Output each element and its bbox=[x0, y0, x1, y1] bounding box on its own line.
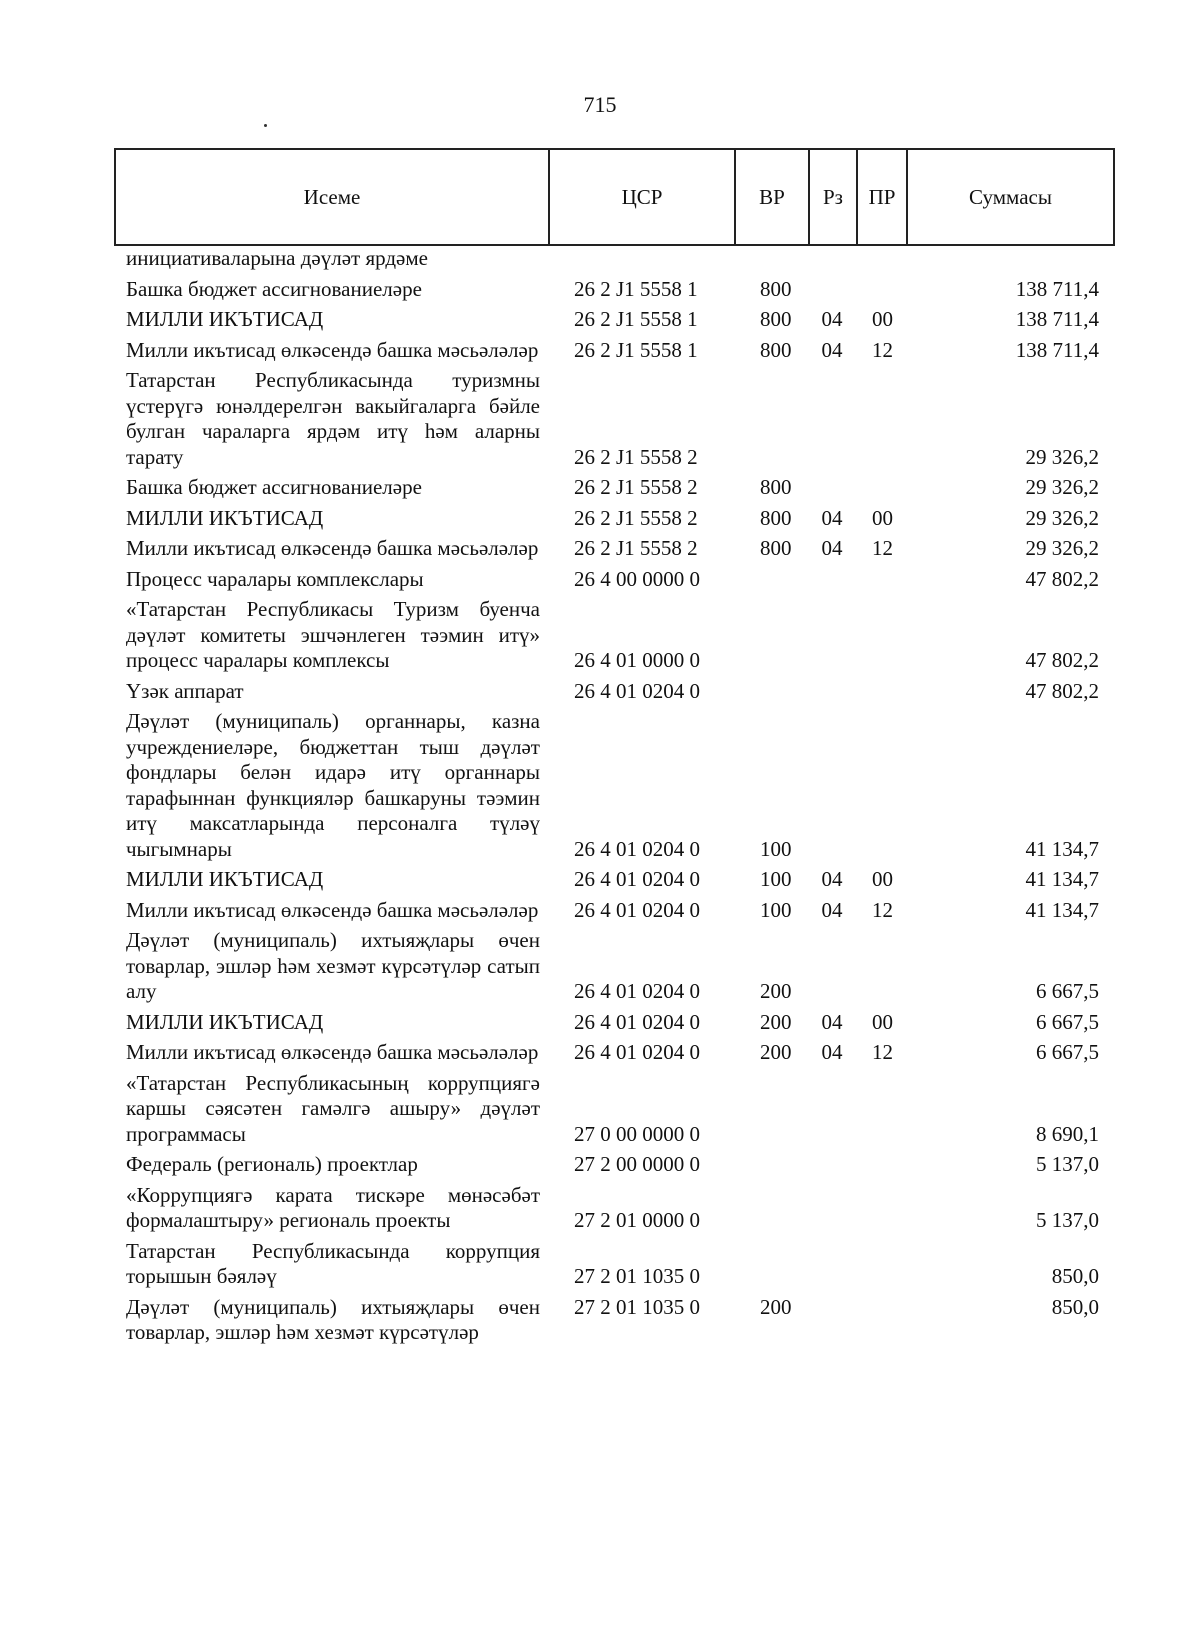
cell-rz: 04 bbox=[821, 1009, 843, 1034]
cell-vr: 200 bbox=[760, 1040, 792, 1064]
cell-vr: 800 bbox=[760, 337, 792, 362]
cell-sum: 5 137,0 bbox=[1036, 1208, 1099, 1232]
budget-table bbox=[114, 246, 1113, 1349]
table-row bbox=[114, 896, 1113, 927]
cell-sum: 41 134,7 bbox=[1025, 897, 1099, 922]
cell-rz bbox=[808, 707, 856, 865]
cell-sum: 850,0 bbox=[1051, 1294, 1099, 1319]
cell-csr: 27 0 00 0000 0 bbox=[574, 1121, 700, 1146]
table-row bbox=[114, 504, 1113, 535]
cell-vr: 200 bbox=[760, 1009, 792, 1034]
cell-pr bbox=[856, 926, 906, 1008]
cell-pr bbox=[856, 677, 906, 708]
cell-pr bbox=[856, 707, 906, 865]
cell-vr: 800 bbox=[760, 307, 792, 331]
cell-pr bbox=[856, 246, 906, 275]
table-row bbox=[114, 366, 1113, 473]
cell-csr bbox=[548, 246, 734, 275]
table-row bbox=[114, 246, 1113, 275]
cell-csr: 27 2 00 0000 0 bbox=[574, 1152, 700, 1176]
cell-vr: 200 bbox=[760, 979, 792, 1003]
cell-rz bbox=[808, 926, 856, 1008]
table-row bbox=[114, 595, 1113, 677]
cell-rz bbox=[808, 1181, 856, 1237]
cell-rz bbox=[808, 246, 856, 275]
cell-csr: 26 2 J1 5558 1 bbox=[574, 337, 698, 362]
cell-name: МИЛЛИ ИКЪТИСАД bbox=[126, 505, 324, 530]
cell-name: Дәүләт (муниципаль) ихтыяҗлары өчен товарлар, эшләр һәм хезмәт күрсәтүләр bbox=[126, 1294, 540, 1344]
cell-name: Милли икътисад өлкәсендә башка мәсьәләләр bbox=[126, 897, 539, 922]
cell-vr bbox=[734, 366, 808, 473]
cell-name: МИЛЛИ ИКЪТИСАД bbox=[126, 867, 324, 891]
cell-sum: 47 802,2 bbox=[1025, 566, 1099, 591]
cell-csr: 26 2 J1 5558 2 bbox=[574, 444, 698, 469]
cell-vr: 200 bbox=[760, 1294, 792, 1319]
cell-vr: 100 bbox=[760, 897, 792, 922]
cell-csr: 26 4 01 0204 0 bbox=[574, 1040, 700, 1064]
cell-rz bbox=[808, 275, 856, 306]
cell-sum: 138 711,4 bbox=[1015, 276, 1099, 301]
cell-name: Процесс чаралары комплекслары bbox=[126, 566, 424, 591]
cell-pr: 00 bbox=[872, 307, 893, 331]
cell-pr: 12 bbox=[872, 897, 893, 922]
cell-vr: 800 bbox=[760, 536, 792, 560]
cell-sum: 6 667,5 bbox=[1036, 1009, 1099, 1034]
header-name: Исеме bbox=[115, 149, 549, 245]
cell-sum: 29 326,2 bbox=[1025, 505, 1099, 530]
cell-rz bbox=[808, 366, 856, 473]
table-row bbox=[114, 305, 1113, 336]
cell-pr: 12 bbox=[872, 536, 893, 560]
page-number: 715 bbox=[583, 92, 617, 117]
header-rz: Рз bbox=[809, 149, 857, 245]
cell-name: «Коррупциягә карата тискәре мөнәсәбәт формалаштыру» региональ проекты bbox=[126, 1182, 540, 1232]
cell-sum: 6 667,5 bbox=[1036, 979, 1099, 1003]
table-row bbox=[114, 1237, 1113, 1293]
cell-name: Милли икътисад өлкәсендә башка мәсьәләләр bbox=[126, 1040, 539, 1064]
cell-csr: 26 4 01 0204 0 bbox=[574, 897, 700, 922]
cell-rz bbox=[808, 1150, 856, 1181]
cell-name: Дәүләт (муниципаль) органнары, казна учреждениеләре, бюджеттан тыш дәүләт фондлары белән идарә итү органнары тарафыннан функцияләр башкаруны тәэмин итү максатларында персоналга түләү чыгымнары bbox=[126, 709, 540, 861]
cell-vr bbox=[734, 1181, 808, 1237]
cell-sum: 138 711,4 bbox=[1015, 307, 1099, 331]
cell-sum: 6 667,5 bbox=[1036, 1040, 1099, 1064]
header-vr: ВР bbox=[735, 149, 809, 245]
scan-speck bbox=[264, 124, 267, 127]
cell-rz bbox=[808, 1237, 856, 1293]
cell-name: МИЛЛИ ИКЪТИСАД bbox=[126, 1009, 324, 1034]
cell-name: Башка бюджет ассигнованиеләре bbox=[126, 475, 422, 499]
cell-name: Башка бюджет ассигнованиеләре bbox=[126, 276, 422, 301]
cell-sum: 29 326,2 bbox=[1025, 475, 1099, 499]
table-row bbox=[114, 1150, 1113, 1181]
cell-pr bbox=[856, 595, 906, 677]
cell-vr bbox=[734, 1069, 808, 1151]
cell-name: Татарстан Республикасында коррупция торышын бәяләү bbox=[126, 1238, 540, 1288]
cell-csr: 26 4 01 0204 0 bbox=[574, 678, 700, 703]
cell-name: Федераль (региональ) проектлар bbox=[126, 1152, 418, 1176]
table-row bbox=[114, 865, 1113, 896]
cell-csr: 26 2 J1 5558 2 bbox=[574, 505, 698, 530]
cell-name: Дәүләт (муниципаль) ихтыяҗлары өчен товарлар, эшләр һәм хезмәт күрсәтүләр сатып алу bbox=[126, 928, 540, 1003]
cell-sum: 29 326,2 bbox=[1025, 444, 1099, 469]
cell-sum bbox=[906, 246, 1113, 275]
cell-sum: 47 802,2 bbox=[1025, 648, 1099, 672]
cell-csr: 27 2 01 0000 0 bbox=[574, 1208, 700, 1232]
cell-name: Татарстан Республикасында туризмны үстерүгә юнәлдерелгән вакыйгаларга бәйле булган чараларга ярдәм итү һәм аларны тарату bbox=[126, 368, 540, 469]
table-row bbox=[114, 275, 1113, 306]
cell-rz: 04 bbox=[821, 1040, 843, 1064]
cell-vr bbox=[734, 246, 808, 275]
cell-pr bbox=[856, 1237, 906, 1293]
cell-pr bbox=[856, 1150, 906, 1181]
cell-pr bbox=[856, 275, 906, 306]
cell-name: «Татарстан Республикасы Туризм буенча дәүләт комитеты эшчәнлеген тәэмин итү» процесс чаралары комплексы bbox=[126, 597, 540, 672]
cell-pr: 12 bbox=[872, 337, 893, 362]
table-row bbox=[114, 1069, 1113, 1151]
cell-pr: 00 bbox=[872, 867, 893, 891]
cell-pr bbox=[856, 366, 906, 473]
cell-name: Милли икътисад өлкәсендә башка мәсьәләләр bbox=[126, 536, 539, 560]
cell-sum: 41 134,7 bbox=[1025, 836, 1099, 861]
cell-csr: 26 4 01 0204 0 bbox=[574, 979, 700, 1003]
cell-csr: 26 4 01 0204 0 bbox=[574, 867, 700, 891]
cell-pr bbox=[856, 565, 906, 596]
cell-name: Милли икътисад өлкәсендә башка мәсьәләләр bbox=[126, 337, 539, 362]
cell-vr: 800 bbox=[760, 276, 792, 301]
cell-rz: 04 bbox=[821, 505, 843, 530]
header-sum: Суммасы bbox=[907, 149, 1114, 245]
cell-csr: 26 4 01 0000 0 bbox=[574, 648, 700, 672]
cell-vr: 100 bbox=[760, 836, 792, 861]
cell-rz: 04 bbox=[821, 897, 843, 922]
cell-rz bbox=[808, 595, 856, 677]
header-csr: ЦСР bbox=[549, 149, 735, 245]
cell-rz bbox=[808, 565, 856, 596]
cell-csr: 26 2 J1 5558 2 bbox=[574, 475, 698, 499]
table-row bbox=[114, 473, 1113, 504]
cell-pr: 00 bbox=[872, 505, 893, 530]
cell-rz bbox=[808, 677, 856, 708]
cell-name: инициативаларына дәүләт ярдәме bbox=[126, 246, 428, 270]
cell-sum: 5 137,0 bbox=[1036, 1152, 1099, 1176]
cell-vr bbox=[734, 1150, 808, 1181]
table-row bbox=[114, 707, 1113, 865]
cell-vr bbox=[734, 595, 808, 677]
cell-pr bbox=[856, 1293, 906, 1349]
table-header bbox=[114, 148, 1115, 246]
table-row bbox=[114, 1181, 1113, 1237]
cell-csr: 26 2 J1 5558 2 bbox=[574, 536, 698, 560]
cell-name: МИЛЛИ ИКЪТИСАД bbox=[126, 307, 324, 331]
cell-csr: 26 2 J1 5558 1 bbox=[574, 276, 698, 301]
cell-vr bbox=[734, 1237, 808, 1293]
table-row bbox=[114, 336, 1113, 367]
header-pr: ПР bbox=[857, 149, 907, 245]
cell-csr: 26 4 01 0204 0 bbox=[574, 1009, 700, 1034]
cell-rz: 04 bbox=[821, 867, 843, 891]
cell-name: «Татарстан Республикасының коррупциягә каршы сәясәтен гамәлгә ашыру» дәүләт программасы bbox=[126, 1070, 540, 1146]
table-row bbox=[114, 926, 1113, 1008]
cell-pr: 00 bbox=[872, 1009, 893, 1034]
cell-pr bbox=[856, 473, 906, 504]
cell-sum: 138 711,4 bbox=[1015, 337, 1099, 362]
cell-csr: 26 4 00 0000 0 bbox=[574, 566, 700, 591]
cell-rz bbox=[808, 1293, 856, 1349]
cell-vr bbox=[734, 565, 808, 596]
cell-rz bbox=[808, 473, 856, 504]
cell-sum: 41 134,7 bbox=[1025, 867, 1099, 891]
cell-csr: 27 2 01 1035 0 bbox=[574, 1294, 700, 1319]
cell-sum: 850,0 bbox=[1051, 1264, 1099, 1288]
cell-sum: 29 326,2 bbox=[1025, 536, 1099, 560]
table-row bbox=[114, 565, 1113, 596]
cell-rz: 04 bbox=[821, 536, 843, 560]
cell-pr bbox=[856, 1069, 906, 1151]
cell-pr bbox=[856, 1181, 906, 1237]
cell-vr: 800 bbox=[760, 505, 792, 530]
cell-rz: 04 bbox=[821, 337, 843, 362]
cell-sum: 8 690,1 bbox=[1036, 1121, 1099, 1146]
cell-rz bbox=[808, 1069, 856, 1151]
table-row bbox=[114, 1038, 1113, 1069]
table-row bbox=[114, 1293, 1113, 1349]
table-body bbox=[114, 246, 1113, 1349]
table-row bbox=[114, 1008, 1113, 1039]
table-row bbox=[114, 677, 1113, 708]
cell-vr: 800 bbox=[760, 475, 792, 499]
cell-name: Үзәк аппарат bbox=[126, 678, 244, 703]
cell-sum: 47 802,2 bbox=[1025, 678, 1099, 703]
cell-rz: 04 bbox=[821, 307, 843, 331]
table-row bbox=[114, 534, 1113, 565]
cell-csr: 26 4 01 0204 0 bbox=[574, 836, 700, 861]
cell-csr: 27 2 01 1035 0 bbox=[574, 1264, 700, 1288]
cell-vr: 100 bbox=[760, 867, 792, 891]
cell-vr bbox=[734, 677, 808, 708]
cell-pr: 12 bbox=[872, 1040, 893, 1064]
cell-csr: 26 2 J1 5558 1 bbox=[574, 307, 698, 331]
